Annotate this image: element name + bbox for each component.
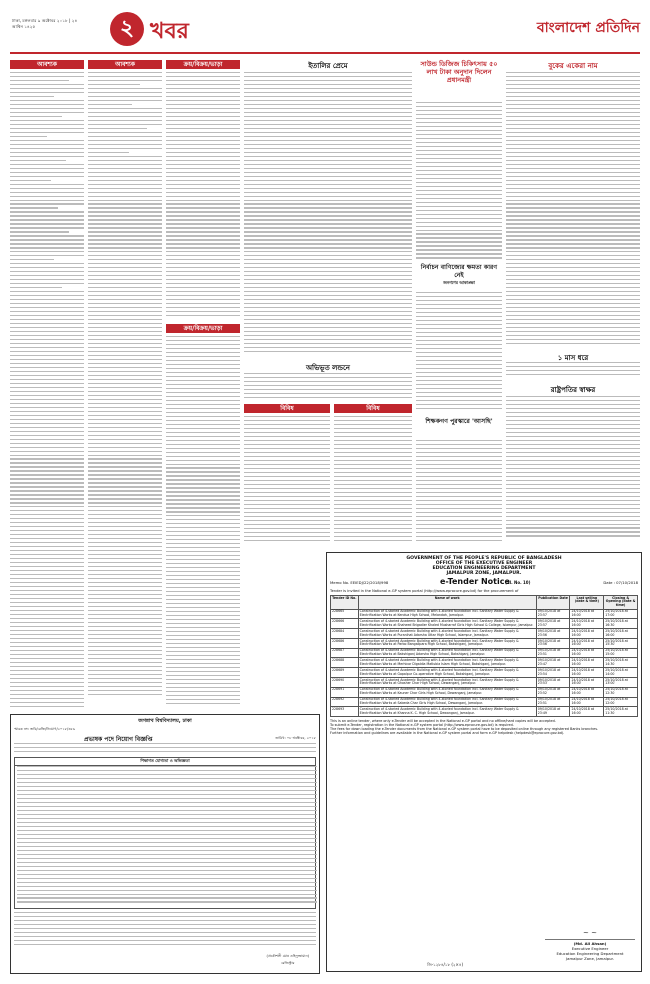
article-statement-body [506, 396, 640, 542]
tender-cell-sell: 24/10/2018 at 16:00 [570, 648, 604, 658]
tender-note-3: The fees for down loading the e-Tender documents from the National e-GP system portal have to be deposited online through any registered Banks branches. [330, 727, 599, 732]
page-number: ২ [119, 16, 135, 41]
university-ad-footer [14, 912, 316, 952]
tender-note-4: Further information and guidelines are available in the National e-GP system portal and form e-GP helpdesk (helpdesk@eprocure.gov.bd). [330, 731, 565, 736]
article-mid [244, 362, 412, 402]
page-number-badge [110, 12, 144, 46]
tender-cell-id: 228686 [331, 638, 359, 648]
tender-cell-sell: 24/10/2018 at 16:00 [570, 668, 604, 678]
article-right-headline: বুকের একেরা নাম [548, 62, 598, 70]
tender-cell-close: 25/10/2018 at 11:30 [604, 707, 638, 717]
article-top-body [244, 72, 412, 357]
tender-row [331, 648, 638, 658]
tender-cell-close: 25/10/2018 at 14:00 [604, 668, 638, 678]
tender-cell-pub: 09/10/2018 at 23:51 [536, 648, 570, 658]
tender-gov-line3: EDUCATION ENGINEERING DEPARTMENT [432, 566, 536, 571]
tender-cell-sell: 24/10/2018 at 16:00 [570, 609, 604, 619]
tender-row [331, 668, 638, 678]
tender-cell-sell: 24/10/2018 at 16:00 [570, 697, 604, 707]
tender-cell-work: Construction of 4-storied Academic Building with 4-storied foundation incl. Sanitary Water Supply & Electrification Works at Bakshiganj Adarsha High School, Bakshiganj, Jamalpur. [358, 648, 536, 658]
tender-cell-id: 228666 [331, 619, 359, 629]
masthead-date: ঢাকা, মঙ্গলবার ৯ অক্টোবর ২০১৮ | ২৪ আশ্বিন ১৪২৫ [12, 18, 78, 29]
signature-scribble: ~ ~ [545, 929, 635, 940]
university-ref: স্মারক নং: জবি/রেজি/নিয়োগ/২০১৮/৩৫৬ [14, 727, 76, 731]
tender-cell-sell: 24/10/2018 at 16:00 [570, 629, 604, 639]
article-side-headline: সাউন্ড ডিজিজ চিকিৎসায় ৫০ লাখ টাকা অনুদান দিলেন প্রধানমন্ত্রী [420, 60, 498, 84]
tender-row [331, 697, 638, 707]
tender-cell-id: 228689 [331, 668, 359, 678]
classified-head-3: ক্রয়/বিক্রয়/ভাড়া [166, 60, 240, 69]
signer-title-1: Executive Engineer [571, 946, 609, 951]
tender-cell-work: Construction of 4-storied Academic Building with 4-storied foundation incl. Sanitary Water Supply & Electrification Works at Merhicor Digaldia Matlubia Islam High School, Bakshiganj, Jamalpur. [358, 658, 536, 668]
article-honor-headline: শিক্ষকগণ পুরস্কারে 'আসছি' [425, 418, 493, 425]
article-vote [416, 264, 502, 414]
tender-cell-work: Construction of 4-storied Academic Building with 4-storied foundation incl. Sanitary Water Supply & Electrification Works at Khanna K. C. High School, Dewanganj, Jamalpur. [358, 707, 536, 717]
tender-cell-work: Construction of 4-storied Academic Building with 4-storied foundation incl. Sanitary Water Supply & Electrification Works at Puranihat Adarsha Uttar High School, Islampur, Jamalpur. [358, 629, 536, 639]
article-side-body [416, 102, 502, 260]
tender-cell-pub: 09/10/2018 at 23:49 [536, 707, 570, 717]
misc-section-2 [334, 404, 412, 548]
tender-cell-work: Construction of 4-storied Academic Building with 4-storied foundation incl. Sanitary Water Supply & Electrification Works at Parbo Bangalipara High School, Bakshiganj, Jamalpur. [358, 638, 536, 648]
article-one-month-headline: ১ মাস ধরে [557, 354, 589, 362]
signer-title-3: Jamalpur Zone, Jamalpur. [566, 956, 614, 961]
tender-table [330, 595, 638, 717]
tender-cell-pub: 09/10/2018 at 23:51 [536, 697, 570, 707]
tender-notice [326, 552, 642, 972]
university-name: জগন্নাথ বিশ্ববিদ্যালয়, ঢাকা [138, 718, 192, 724]
tender-cell-pub: 09/10/2018 at 23:57 [536, 619, 570, 629]
classified-head-2: আবশ্যক [88, 60, 162, 69]
col-publication-date: Publication Date [536, 596, 570, 610]
signer-name: (Md. Ali Ahsan) [573, 941, 607, 946]
tender-cell-work: Construction of 4-storied Academic Building with 4-storied foundation incl. Sanitary Water Supply & Electrification Works at Gopalpur Co-operative High School, Bakshiganj, Jamalpur. [358, 668, 536, 678]
classified-head-1: আবশ্যক [10, 60, 84, 69]
article-vote-subhead: জনগণের আকাঙ্ক্ষা [443, 280, 475, 285]
article-vote-headline: নির্বাচন বাণিজ্যের ক্ষমতা কারণ নেই [420, 264, 498, 279]
article-side [416, 60, 502, 260]
article-top-headline: ইতালির প্রেমে [308, 62, 348, 70]
university-ad-signer: (প্রকৌশলী মোঃ ওহিদুজ্জামান) [266, 954, 309, 958]
tender-cell-id: 228690 [331, 678, 359, 688]
university-ad-table [14, 757, 316, 909]
article-vote-body [416, 292, 502, 412]
tender-cell-pub: 09/10/2018 at 23:56 [536, 629, 570, 639]
tender-cell-close: 25/10/2018 at 12:00 [604, 697, 638, 707]
tender-cell-sell: 24/10/2018 at 16:00 [570, 638, 604, 648]
tender-cell-pub: 09/10/2018 at 23:54 [536, 668, 570, 678]
tender-cell-close: 25/10/2018 at 16:30 [604, 619, 638, 629]
misc-head: বিবিধ [244, 404, 330, 413]
tender-cell-sell: 24/10/2018 at 16:00 [570, 658, 604, 668]
tender-govt-ref: জি-১২৮৪/১৮ (২×৪) [427, 962, 464, 967]
tender-cell-sell: 24/10/2018 at 16:00 [570, 619, 604, 629]
article-right [506, 60, 640, 350]
article-one-month-body [506, 362, 640, 380]
university-ad-signer-title: রেজিস্ট্রার [281, 961, 295, 965]
tender-intro: Tender is invited in the National e-GP system portal (http://www.eprocure.gov.bd) for the procurement of [330, 589, 519, 593]
tender-gov-line2: OFFICE OF THE EXECUTIVE ENGINEER [435, 561, 533, 566]
tender-cell-work: Construction of 4-storied Academic Building with 4-storied foundation incl. Sanitary Water Supply & Electrification Works at Sabeda Char Girls High School, Dewanganj, Jamalpur. [358, 697, 536, 707]
tender-cell-close: 25/10/2018 at 12:30 [604, 687, 638, 697]
col-tender-id: Tender ID No. [331, 596, 359, 610]
tender-cell-id: 228691 [331, 687, 359, 697]
misc-head-2: বিবিধ [334, 404, 412, 413]
classified-text-3b [166, 336, 240, 708]
tender-cell-sell: 24/10/2018 at 16:00 [570, 707, 604, 717]
article-honor [416, 418, 502, 548]
tender-cell-work: Construction of 4-storied Academic Building with 4-storied foundation incl. Sanitary Water Supply & Electrification Works at Kendua High School, Melandah, Jamalpur. [358, 609, 536, 619]
tender-row [331, 619, 638, 629]
col-closing-opening: Closing & Opening (date & time) [604, 596, 638, 610]
article-mid-body [244, 373, 412, 401]
university-ad-title: প্রভাষক পদে নিয়োগ বিজ্ঞপ্তি [84, 736, 153, 743]
misc-body [244, 416, 330, 546]
tender-date: Date : 07/10/2018 [603, 580, 638, 585]
classified-col-3 [166, 60, 240, 710]
tender-cell-id: 228687 [331, 648, 359, 658]
article-one-month [506, 352, 640, 382]
classified-text-2 [88, 72, 162, 708]
tender-cell-pub: 09/10/2018 at 23:53 [536, 678, 570, 688]
tender-cell-pub: 09/10/2018 at 23:56 [536, 638, 570, 648]
tender-cell-sell: 24/10/2018 at 16:00 [570, 678, 604, 688]
article-mid-headline: অভিভূত লন্ডনে [306, 364, 350, 372]
article-statement [506, 384, 640, 544]
tender-row [331, 638, 638, 648]
tender-cell-work: Construction of 4-storied Academic Building with 4-storied foundation incl. Sanitary Water Supply & Electrification Works at Ghosher Char High School, Dewanganj, Jamalpur. [358, 678, 536, 688]
tender-memo: Memo No. EEIEDJ/22/2018/998 [330, 580, 389, 585]
tender-row [331, 658, 638, 668]
tender-cell-id: 228693 [331, 707, 359, 717]
university-ad [10, 714, 320, 974]
tender-gov-line4: JAMALPUR ZONE, JAMALPUR. [446, 571, 522, 576]
tender-row [331, 707, 638, 717]
tender-cell-close: 25/10/2018 at 15:00 [604, 648, 638, 658]
tender-note-1: This is an online tender, where only e-Tender will be accepted in the National e-GP portal and no offline/hard copies will be accepted. [330, 719, 556, 724]
article-right-body [506, 72, 640, 348]
tender-cell-id: 228665 [331, 609, 359, 619]
tender-row [331, 629, 638, 639]
tender-cell-pub: 09/10/2018 at 23:57 [536, 609, 570, 619]
classified-col-2 [88, 60, 162, 710]
university-ad-signer-block [267, 953, 309, 967]
signer-title-2: Education Engineering Department [556, 951, 624, 956]
tender-cell-id: 228688 [331, 658, 359, 668]
classified-col-1 [10, 60, 84, 710]
classified-text-1 [10, 72, 84, 708]
tender-cell-close: 25/10/2018 at 16:00 [604, 629, 638, 639]
tender-cell-close: 25/10/2018 at 15:30 [604, 638, 638, 648]
tender-row [331, 687, 638, 697]
university-ad-table-body [17, 766, 317, 906]
tender-signature-block [545, 929, 635, 961]
tender-cell-pub: 09/10/2018 at 23:47 [536, 658, 570, 668]
tender-title: e-Tender Notice [440, 577, 510, 586]
tender-row [331, 678, 638, 688]
tender-note-2: To submit e-Tender, registration in the National e-GP system portal (http://www.eprocure.gov.bd) is required. [330, 723, 514, 728]
university-ad-intro [14, 743, 316, 757]
university-ad-date: তারিখ: ০৮ অক্টোবর, ২০১৮ [275, 736, 316, 740]
tender-cell-id: 228692 [331, 697, 359, 707]
col-name-of-work: Name of work [358, 596, 536, 610]
tender-cell-id: 228684 [331, 629, 359, 639]
tender-cell-close: 25/10/2018 at 13:00 [604, 678, 638, 688]
tender-cell-close: 25/10/2018 at 17:00 [604, 609, 638, 619]
tender-row [331, 609, 638, 619]
classified-head-3b: ক্রয়/বিক্রয়/ভাড়া [166, 324, 240, 333]
university-ad-table-title: শিক্ষাগত যোগ্যতা ও অভিজ্ঞতা [15, 758, 315, 766]
tender-cell-work: Construction of 4-storied Academic Building with 4-storied foundation incl. Sanitary Water Supply & Electrification Works at Kauner Char Girls High School, Dewanganj, Jamalpur. [358, 687, 536, 697]
section-title: খবর [150, 19, 189, 44]
misc-body-2 [334, 416, 412, 546]
tender-cell-sell: 24/10/2018 at 16:00 [570, 687, 604, 697]
article-statement-headline: রাষ্ট্রপতির স্বাক্ষর [550, 386, 596, 394]
tender-gov-line1: GOVERNMENT OF THE PEOPLE'S REPUBLIC OF BANGLADESH [406, 556, 562, 561]
tender-title-no: (Sl. No. 10) [505, 580, 531, 585]
tender-cell-close: 25/10/2018 at 14:30 [604, 658, 638, 668]
newspaper-title: বাংলাদেশ প্রতিদিন [536, 20, 640, 36]
col-last-selling: Last selling (date & time) [570, 596, 604, 610]
misc-section [244, 404, 330, 548]
masthead-rule [10, 52, 640, 54]
tender-cell-pub: 09/10/2018 at 23:52 [536, 687, 570, 697]
tender-cell-work: Construction of 4-storied Academic Building with 4-storied foundation incl. Sanitary Water Supply & Electrification Works at Shaheed Brigadier Khaled Musharraf Girls High School & College, Islampur, Jamalpur. [358, 619, 536, 629]
article-honor-body [416, 440, 502, 546]
classified-text-3 [166, 72, 240, 322]
article-top [244, 60, 412, 360]
masthead [0, 0, 650, 58]
